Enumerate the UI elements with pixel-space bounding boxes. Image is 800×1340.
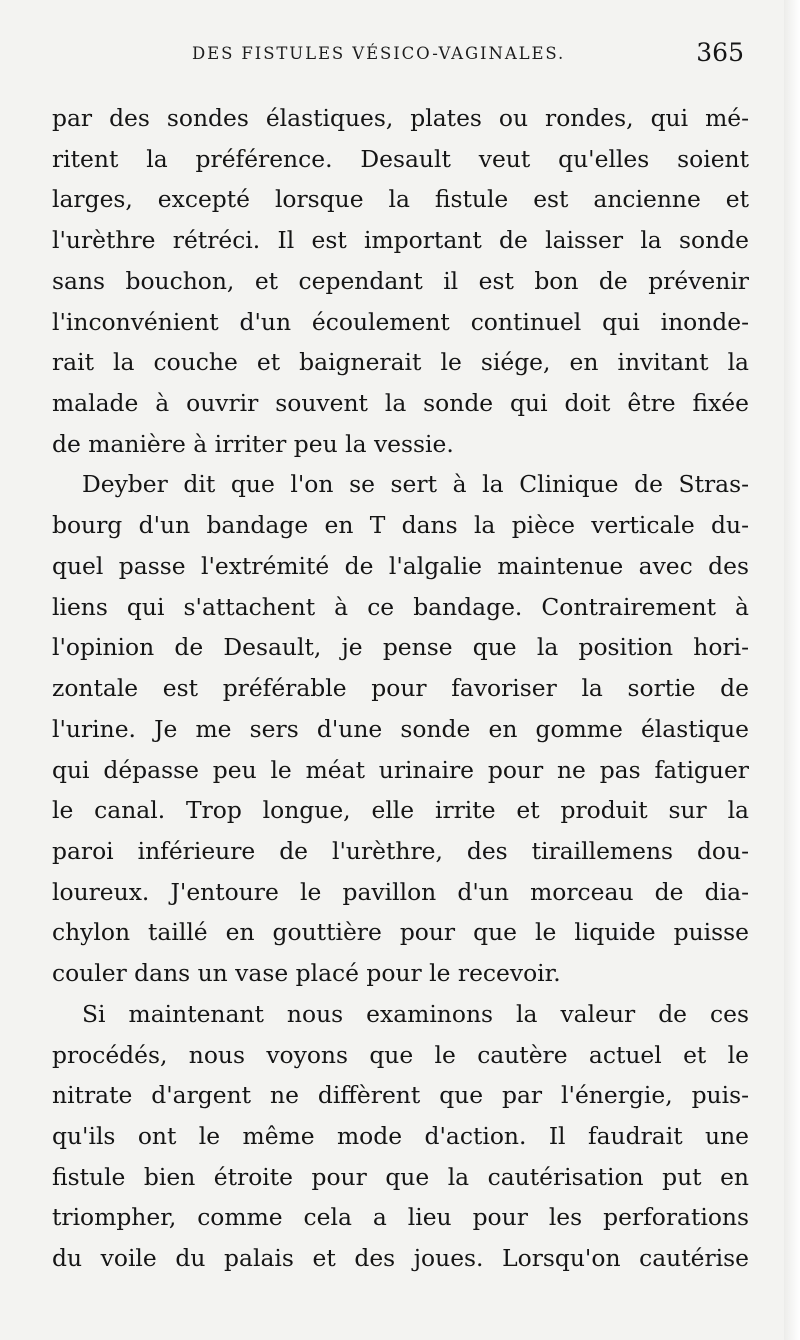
text-line: bourg d'un bandage en T dans la pièce verticale du- [52,511,749,540]
page-edge [784,0,800,1340]
text-line: quel passe l'extrémité de l'algalie maintenue avec des [52,551,749,580]
text-line: procédés, nous voyons que le cautère actuel et le [52,1040,749,1069]
running-head: DES FISTULES VÉSICO-VAGINALES. [192,44,566,63]
paragraph [52,98,749,464]
text-line: Deyber dit que l'on se sert à la Clinique de Stras- [82,470,749,499]
text-line: triompher, comme cela a lieu pour les perforations [52,1203,749,1232]
text-line: ritent la préférence. Desault veut qu'elles soient [52,144,749,173]
text-line: qui dépasse peu le méat urinaire pour ne pas fatiguer [52,755,749,784]
paragraph [52,994,749,1279]
text-line: par des sondes élastiques, plates ou rondes, qui mé- [52,104,749,132]
page-header [44,38,750,78]
text-line: l'urine. Je me sers d'une sonde en gomme élastique [52,714,749,743]
text-line: l'inconvénient d'un écoulement continuel qui inonde- [52,307,749,336]
text-line: de manière à irriter peu la vessie. [52,429,454,458]
text-line: sans bouchon, et cependant il est bon de prévenir [52,266,749,295]
text-line: malade à ouvrir souvent la sonde qui doit être fixée [52,389,749,418]
text-line: l'opinion de Desault, je pense que la position hori- [52,633,749,662]
text-line: Si maintenant nous examinons la valeur de ces [82,999,749,1028]
body-text [52,98,749,1279]
text-line: le canal. Trop longue, elle irrite et produit sur la [52,796,749,825]
text-line: loureux. J'entoure le pavillon d'un morceau de dia- [52,877,749,906]
text-line: liens qui s'attachent à ce bandage. Contrairement à [52,592,749,621]
text-line: nitrate d'argent ne diffèrent que par l'énergie, puis- [52,1081,749,1110]
text-line: paroi inférieure de l'urèthre, des tiraillemens dou- [52,836,749,865]
page-number: 365 [696,38,744,67]
text-line: chylon taillé en gouttière pour que le liquide puisse [52,918,749,947]
text-line: qu'ils ont le même mode d'action. Il faudrait une [52,1121,749,1150]
text-line: fistule bien étroite pour que la cautérisation put en [52,1162,749,1191]
text-line: larges, excepté lorsque la fistule est ancienne et [52,185,749,214]
paragraph [52,464,749,993]
text-line: couler dans un vase placé pour le recevoir. [52,959,561,988]
text-line: l'urèthre rétréci. Il est important de laisser la sonde [52,226,749,255]
text-line: rait la couche et baignerait le siége, en invitant la [52,348,749,377]
text-line: du voile du palais et des joues. Lorsqu'on cautérise [52,1244,749,1273]
text-line: zontale est préférable pour favoriser la sortie de [52,674,749,703]
